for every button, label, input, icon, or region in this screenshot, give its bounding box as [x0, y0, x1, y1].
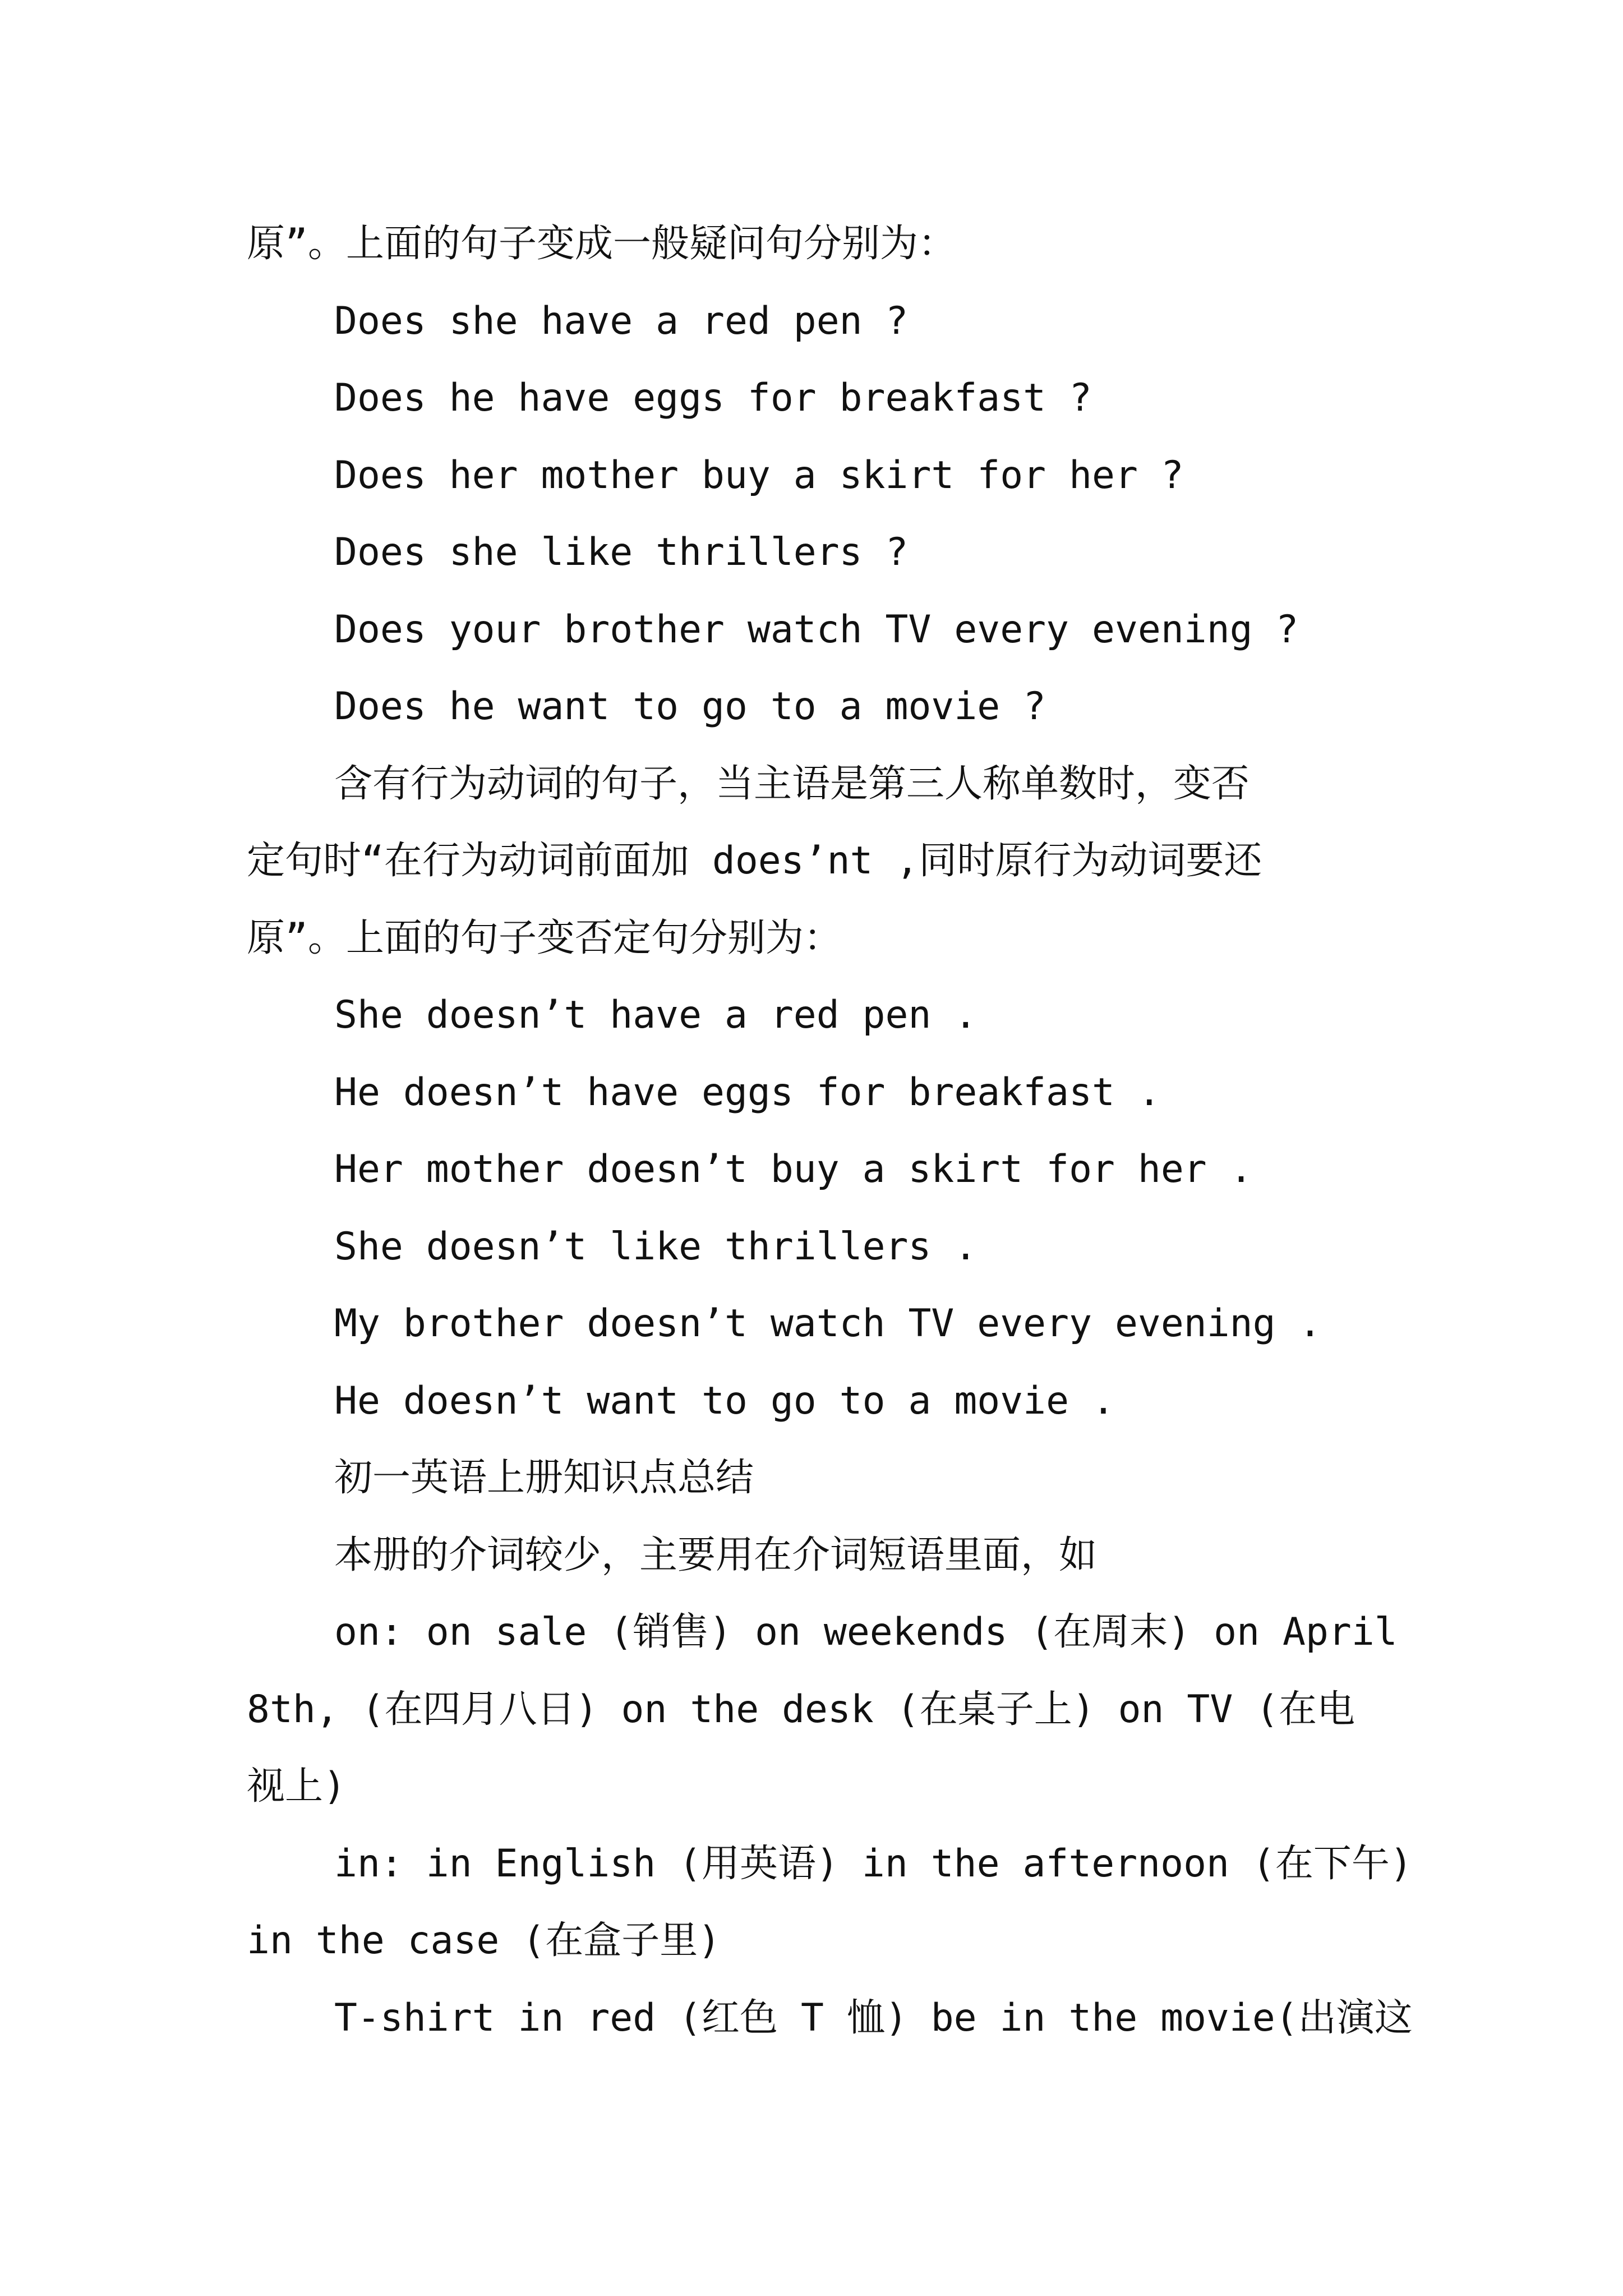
- text-line: Her mother doesn’t buy a skirt for her .: [334, 1147, 1253, 1191]
- text-line: My brother doesn’t watch TV every evening .: [334, 1301, 1322, 1346]
- text-line: He doesn’t have eggs for breakfast .: [334, 1070, 1161, 1115]
- text-line: He doesn’t want to go to a movie .: [334, 1378, 1115, 1423]
- section-heading: 初一英语上册知识点总结: [334, 1456, 754, 1500]
- text-line: 视上): [247, 1764, 346, 1809]
- text-line: She doesn’t like thrillers .: [334, 1224, 978, 1269]
- text-line: 8th, (在四月八日) on the desk (在桌子上) on TV (在电: [247, 1687, 1355, 1732]
- text-line: 含有行为动词的句子，当主语是第三人称单数时，变否: [334, 761, 1250, 806]
- text-line: 定句时“在行为动词前面加 does’nt ,同时原行为动词要还: [247, 839, 1262, 883]
- text-line: 本册的介词较少，主要用在介词短语里面，如: [334, 1533, 1098, 1577]
- text-line: Does he have eggs for breakfast ?: [334, 376, 1092, 420]
- text-line: 原”。上面的句子变否定句分别为：: [247, 915, 842, 960]
- text-line: in the case (在盒子里): [247, 1918, 721, 1963]
- document-body: [247, 205, 1413, 2056]
- text-line: in: in English (用英语) in the afternoon (在下午): [334, 1841, 1413, 1886]
- text-line: Does she have a red pen ?: [334, 298, 909, 343]
- text-line: Does she like thrillers ?: [334, 530, 909, 574]
- text-line: Does your brother watch TV every evening ?: [334, 607, 1299, 652]
- text-line: Does he want to go to a movie ?: [334, 684, 1046, 729]
- text-line: T-shirt in red (红色 T 恤) be in the movie(出演这: [334, 1995, 1413, 2040]
- text-line: She doesn’t have a red pen .: [334, 993, 978, 1037]
- text-line: Does her mother buy a skirt for her ?: [334, 453, 1184, 498]
- text-line: on: on sale (销售) on weekends (在周末) on April: [334, 1610, 1398, 1654]
- text-line: 原”。上面的句子变成一般疑问句分别为：: [247, 222, 956, 266]
